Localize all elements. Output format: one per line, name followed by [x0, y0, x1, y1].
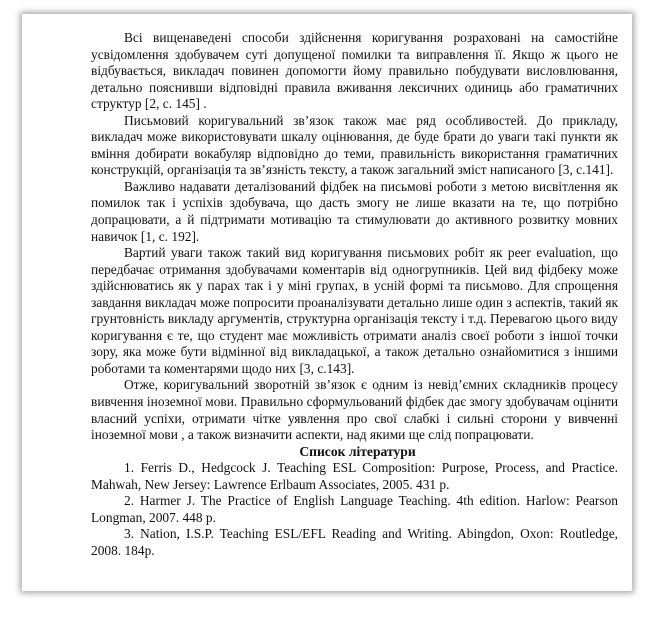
paragraph-peer-evaluation: Вартий уваги також такий вид коригування письмових робіт як peer evaluation, що передбачає отримання здобувачами коментарів від одногрупників. Цей вид фідбеку може здійснюватись як у парах так і у міні групах, в усній формі та письмово. Для спрощення завдання викладач може попросити проаналізувати детально лише один з аспектів, такий як грунтовність викладу аргументів, структурна організація тексту і т.д. Перевагою цього виду коригування є те, що студент має можливість отримати аналіз своєї роботи з іншої точки зору, яка може бути відмінної від викладацької, а також детально ознайомитися з іншими роботами та коментарями щодо них [3, с.143].	[91, 245, 618, 376]
reference-item: 2. Harmer J. The Practice of English Language Teaching. 4th edition. Harlow: Pearson Longman, 2007. 448 p.	[91, 493, 618, 525]
reference-item: 1. Ferris D., Hedgcock J. Teaching ESL Composition: Purpose, Process, and Practice. Mahwah, New Jersey: Lawrence Erlbaum Associates, 2005. 431 p.	[91, 460, 618, 492]
paragraph-detailed-feedback: Важливо надавати деталізований фідбек на письмові роботи з метою висвітлення як помилок так і успіхів здобувача, що дасть змогу не лише вказати на те, що потрібно допрацювати, а й підтримати мотивацію та стимулювати до активного розвитку мовних навичок [1, с. 192].	[91, 178, 618, 244]
document-body	[91, 30, 618, 560]
paragraph-conclusion: Отже, коригувальний зворотній зв’язок є одним із невід’ємних складників процесу вивчення іноземної мови. Правильно сформульований фідбек дає змогу здобувачам оцінити власний успіхи, отримати чітке уявлення про свої слабкі і сильні сторони у вивченні іноземної мови , а також визначити аспекти, над якими ще слід попрацювати.	[91, 377, 618, 443]
reference-item: 3. Nation, I.S.P. Teaching ESL/EFL Reading and Writing. Abingdon, Oxon: Routledge, 2008. 184p.	[91, 526, 618, 558]
paragraph-written-feedback: Письмовий коригувальний зв’язок також має ряд особливостей. До прикладу, викладач може використовувати шкалу оцінювання, де буде брати до уваги такі пункти як вміння добирати вокабуляр відповідно до теми, правильність використання граматичних конструкцій, організація та зв’язність тексту, а також загальний зміст написаного [3, с.141].	[91, 112, 618, 178]
document-page	[22, 14, 632, 591]
references-heading: Список літератури	[299, 443, 416, 459]
paragraph-correction-methods: Всі вищенаведені способи здійснення коригування розраховані на самостійне усвідомлення здобувачем суті допущеної помилки та виправлення її. Якщо ж цього не відбувається, викладач повинен допомогти йому правильно побудувати висловлювання, детально пояснивши відповідні правила вживання лексичних одиниць або граматичних структур [2, с. 145] .	[91, 30, 618, 112]
